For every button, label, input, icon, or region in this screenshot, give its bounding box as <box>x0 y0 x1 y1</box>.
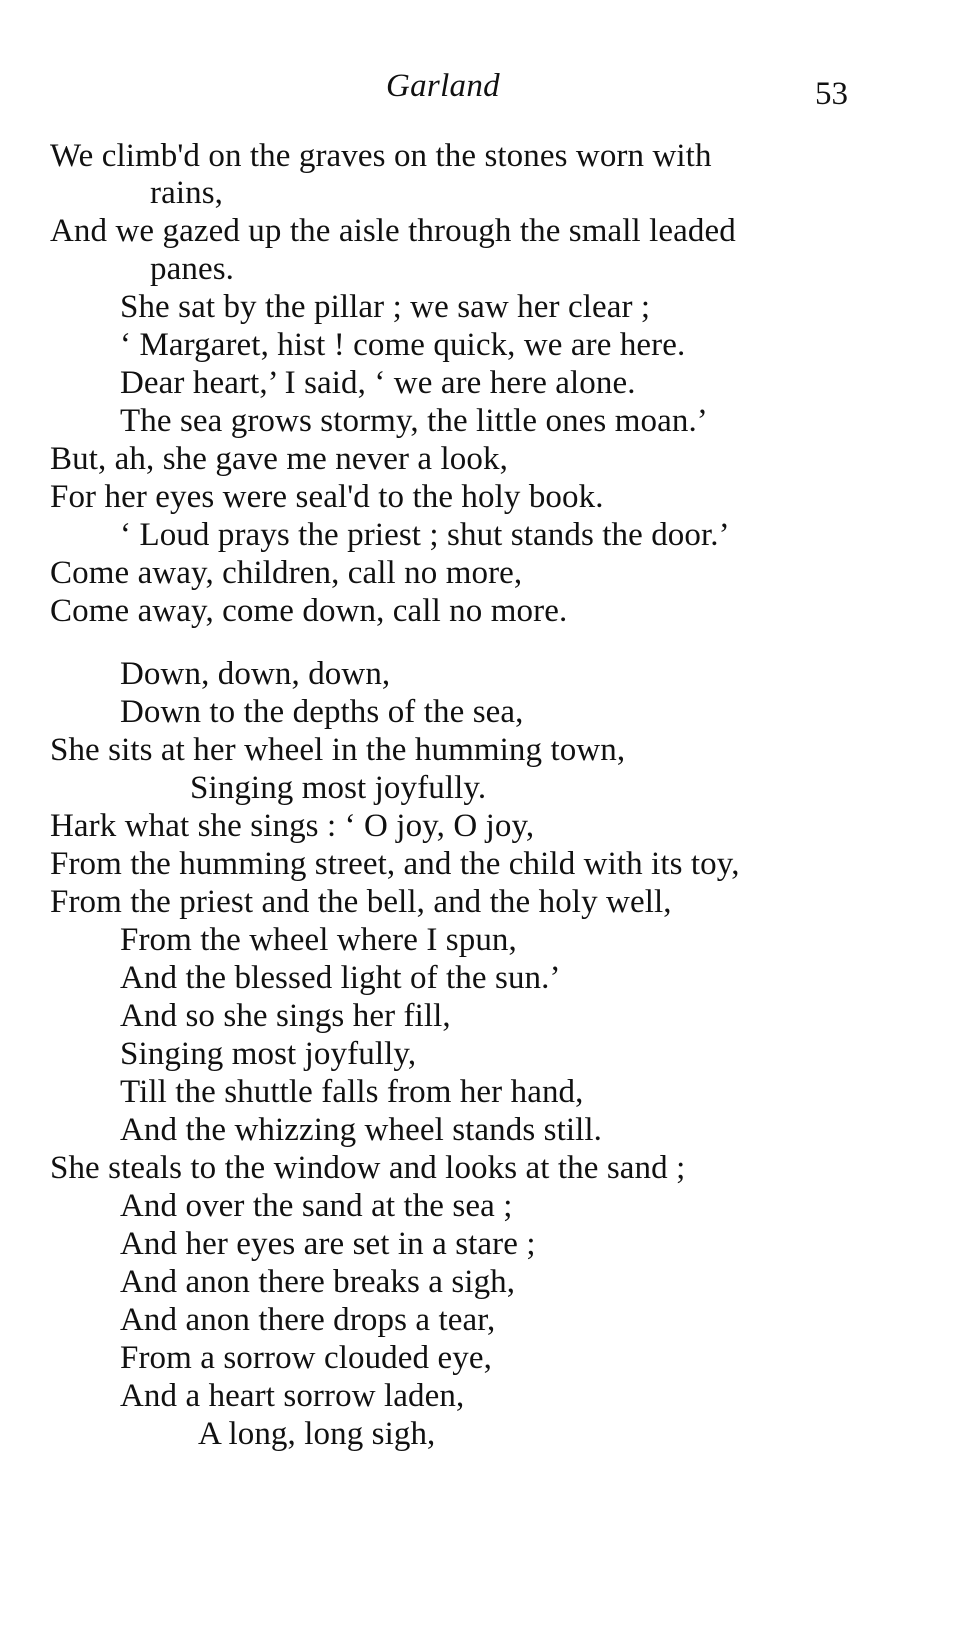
poem-line: Singing most joyfully, <box>120 1036 417 1072</box>
poem-line: Down to the depths of the sea, <box>120 694 524 730</box>
poem-line: A long, long sigh, <box>198 1416 436 1452</box>
poem-line: And anon there breaks a sigh, <box>120 1264 516 1300</box>
poem-line: Down, down, down, <box>120 656 391 692</box>
poem-line: And anon there drops a tear, <box>120 1302 496 1338</box>
poem-line: We climb'd on the graves on the stones worn with <box>50 138 712 174</box>
poem-line: From the humming street, and the child with its toy, <box>50 846 740 882</box>
poem-line: She sits at her wheel in the humming town, <box>50 732 626 768</box>
poem-line: And over the sand at the sea ; <box>120 1188 513 1224</box>
poem-line: Singing most joyfully. <box>190 770 487 806</box>
poem-line: And her eyes are set in a stare ; <box>120 1226 536 1262</box>
page-number: 53 <box>815 76 848 112</box>
poem-line: And a heart sorrow laden, <box>120 1378 465 1414</box>
poem-line: For her eyes were seal'd to the holy book. <box>50 479 604 515</box>
poem-line: Dear heart,’ I said, ‘ we are here alone. <box>120 365 636 401</box>
poem-line: And the blessed light of the sun.’ <box>120 960 561 996</box>
poem-line: From the priest and the bell, and the holy well, <box>50 884 672 920</box>
poem-line: She sat by the pillar ; we saw her clear ; <box>120 289 651 325</box>
poem-line: ‘ Loud prays the priest ; shut stands the door.’ <box>120 517 730 553</box>
poem-line: panes. <box>150 251 234 287</box>
poem-line: And so she sings her fill, <box>120 998 451 1034</box>
poem-line: The sea grows stormy, the little ones moan.’ <box>120 403 708 439</box>
poem-line: And we gazed up the aisle through the small leaded <box>50 213 736 249</box>
poem-line: From the wheel where I spun, <box>120 922 517 958</box>
running-title: Garland <box>386 68 500 104</box>
poem-line: And the whizzing wheel stands still. <box>120 1112 603 1148</box>
poem-line: Hark what she sings : ‘ O joy, O joy, <box>50 808 535 844</box>
poem-line: rains, <box>150 175 223 211</box>
poem-line: Come away, come down, call no more. <box>50 593 568 629</box>
poem-line: ‘ Margaret, hist ! come quick, we are here. <box>120 327 686 363</box>
poem-line: She steals to the window and looks at the sand ; <box>50 1150 686 1186</box>
poem-line: Come away, children, call no more, <box>50 555 523 591</box>
poem-line: From a sorrow clouded eye, <box>120 1340 492 1376</box>
poem-line: Till the shuttle falls from her hand, <box>120 1074 584 1110</box>
poem-line: But, ah, she gave me never a look, <box>50 441 508 477</box>
